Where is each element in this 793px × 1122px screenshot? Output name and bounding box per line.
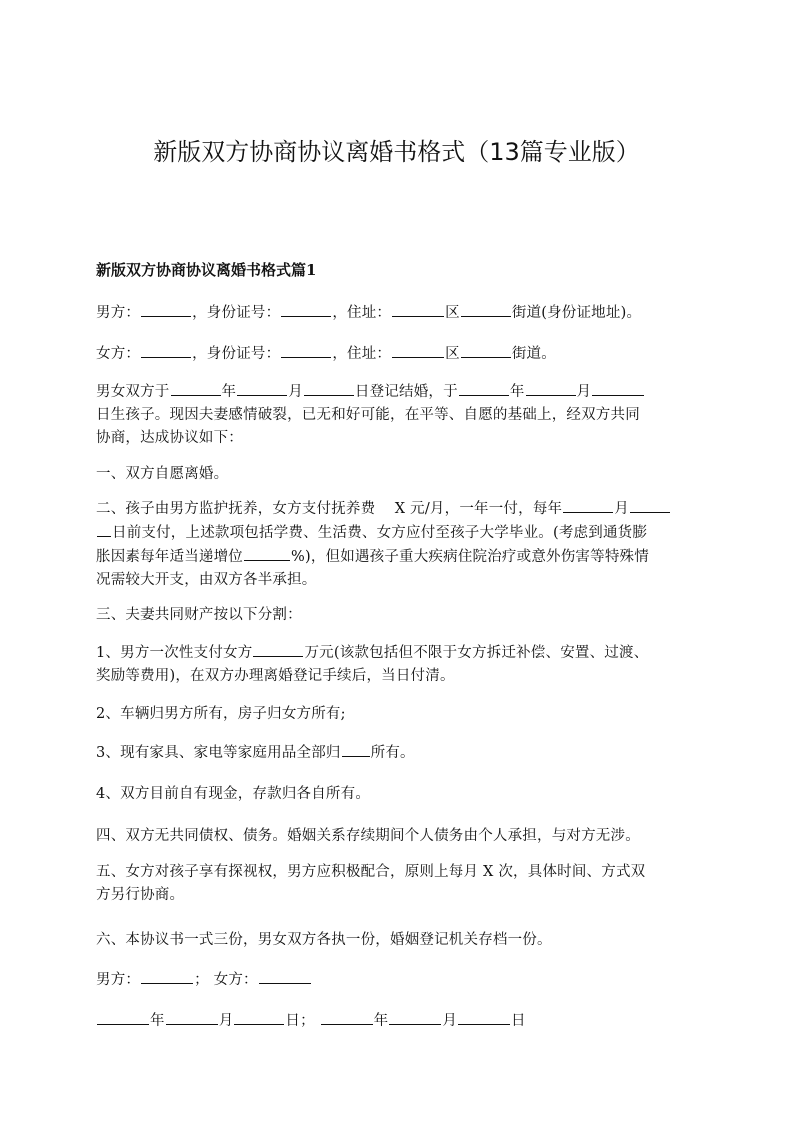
document-title: 新版双方协商协议离婚书格式（13篇专业版） bbox=[153, 138, 640, 166]
date-line: 年 月 日； 年 月 日 bbox=[96, 1009, 696, 1033]
section-heading: 新版双方协商协议离婚书格式篇1 bbox=[96, 261, 317, 279]
blank-field[interactable] bbox=[592, 380, 644, 396]
husband-info-line: 男方： ，身份证号： ，住址： 区 街道(身份证地址)。 bbox=[96, 301, 696, 325]
blank-field[interactable] bbox=[392, 342, 444, 358]
blank-field[interactable] bbox=[526, 380, 576, 396]
blank-field[interactable] bbox=[342, 741, 370, 757]
blank-field[interactable] bbox=[244, 545, 290, 561]
husband-signature-field[interactable] bbox=[141, 968, 193, 984]
blank-field[interactable] bbox=[392, 301, 444, 317]
blank-field[interactable] bbox=[630, 497, 670, 513]
blank-field[interactable] bbox=[281, 342, 331, 358]
blank-field[interactable] bbox=[141, 301, 191, 317]
wife-info-line: 女方： ，身份证号： ，住址： 区 街道。 bbox=[96, 342, 696, 366]
blank-field[interactable] bbox=[97, 521, 111, 537]
signature-line: 男方： ； 女方： bbox=[96, 968, 696, 992]
sub-clause-3: 3、现有家具、家电等家庭用品全部归 所有。 bbox=[96, 741, 696, 765]
clause-3-property: 三、夫妻共同财产按以下分割： bbox=[96, 607, 302, 623]
blank-field[interactable] bbox=[166, 1009, 218, 1025]
sub-clause-4: 4、双方目前自有现金，存款归各自所有。 bbox=[96, 786, 371, 802]
blank-field[interactable] bbox=[141, 342, 191, 358]
blank-field[interactable] bbox=[237, 380, 287, 396]
blank-field[interactable] bbox=[389, 1009, 441, 1025]
blank-field[interactable] bbox=[281, 301, 331, 317]
blank-field[interactable] bbox=[461, 301, 511, 317]
blank-field[interactable] bbox=[459, 380, 509, 396]
clause-1: 一、双方自愿离婚。 bbox=[96, 466, 229, 482]
blank-field[interactable] bbox=[253, 641, 303, 657]
blank-field[interactable] bbox=[234, 1009, 284, 1025]
blank-field[interactable] bbox=[171, 380, 221, 396]
clause-4-debts: 四、双方无共同债权、债务。婚姻关系存续期间个人债务由个人承担，与对方无涉。 bbox=[96, 828, 640, 844]
clause-6-copies: 六、本协议书一式三份，男女双方各执一份，婚姻登记机关存档一份。 bbox=[96, 932, 552, 948]
clause-5-visitation: 五、女方对孩子享有探视权，男方应积极配合，原则上每月 X 次，具体时间、方式双 方另行协商。 bbox=[96, 864, 646, 903]
blank-field[interactable] bbox=[97, 1009, 149, 1025]
blank-field[interactable] bbox=[461, 342, 511, 358]
wife-signature-field[interactable] bbox=[259, 968, 311, 984]
blank-field[interactable] bbox=[304, 380, 354, 396]
blank-field[interactable] bbox=[321, 1009, 373, 1025]
marriage-paragraph: 男女双方于 年 月 日登记结婚，于 年 月 日生孩子。现因夫妻感情破裂，已无和好可能，在平等、自愿的基础上，经双方共同 协商，达成协议如下： bbox=[96, 380, 696, 450]
sub-clause-2: 2、车辆归男方所有，房子归女方所有; bbox=[96, 706, 346, 722]
blank-field[interactable] bbox=[458, 1009, 510, 1025]
clause-2-child-support: 二、孩子由男方监护抚养，女方支付抚养费 X 元/月，一年一付，每年 月 日前支付，上述款项包括学费、生活费、女方应付至孩子大学毕业。(考虑到通货膨 胀因素每年适当递增位 %)，但如遇孩子重大疾病住院治疗或意外伤害等特殊情 况需较大开支，由双方各半承担。 bbox=[96, 497, 696, 592]
sub-clause-1: 1、男方一次性支付女方 万元(该款包括但不限于女方拆迁补偿、安置、过渡、 奖励等费用)，在双方办理离婚登记手续后，当日付清。 bbox=[96, 641, 696, 688]
blank-field[interactable] bbox=[563, 497, 613, 513]
